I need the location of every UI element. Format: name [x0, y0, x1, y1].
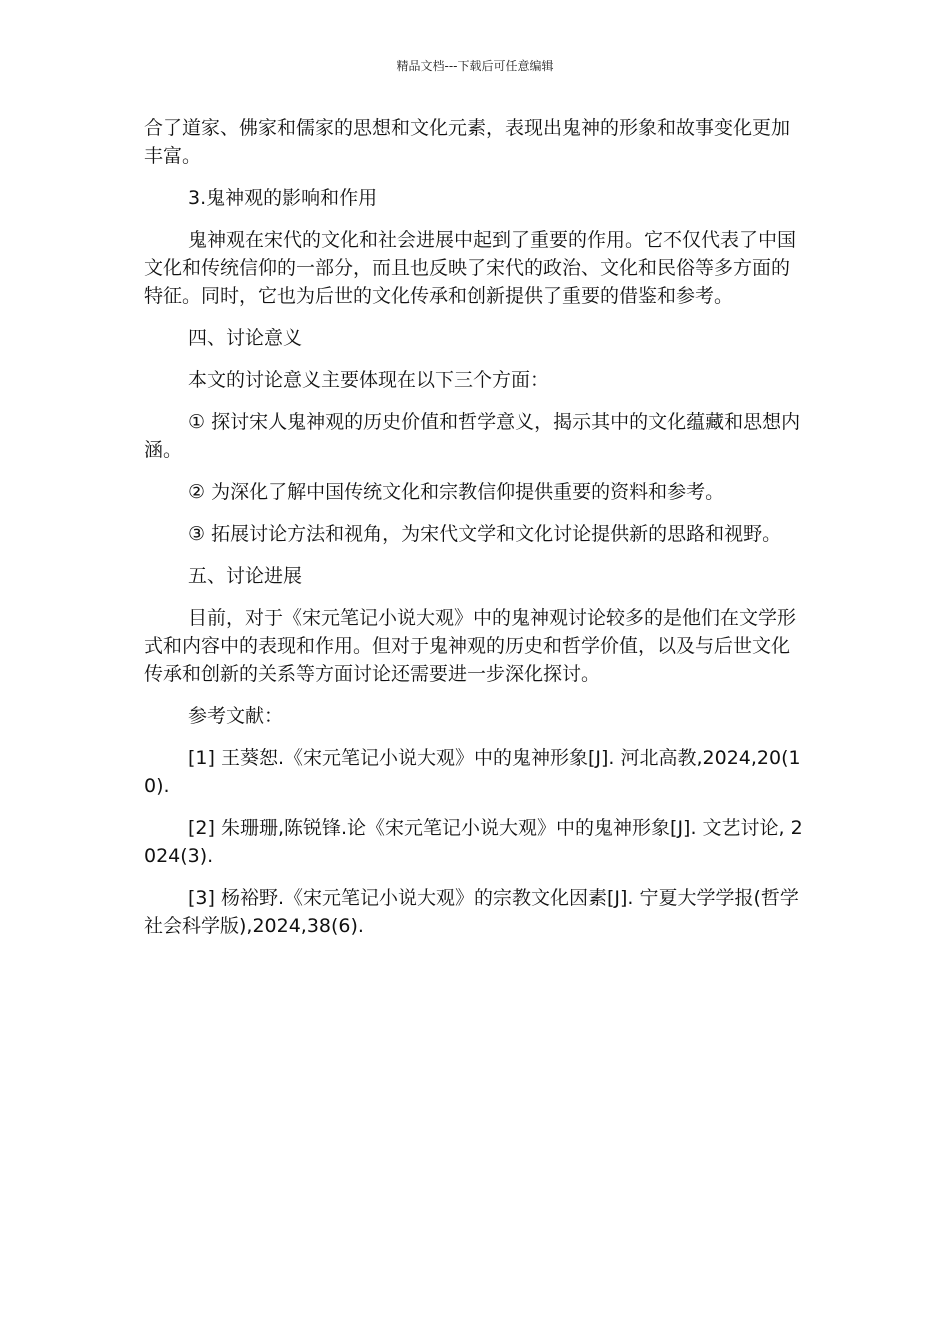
section-heading-significance: 四、讨论意义: [188, 327, 303, 349]
paragraph-continuation: 合了道家、佛家和儒家的思想和文化元素，表现出鬼神的形象和故事变化更加丰富。: [144, 117, 791, 167]
paragraph-influence: 鬼神观在宋代的文化和社会进展中起到了重要的作用。它不仅代表了中国文化和传统信仰的一部分，而且也反映了宋代的政治、文化和民俗等多方面的特征。同时，它也为后世的文化传承和创新提供了重要的借鉴和参考。: [144, 229, 797, 307]
references-heading: 参考文献：: [188, 705, 284, 727]
page-header: 精品文档---下载后可任意编辑: [396, 59, 554, 73]
section-heading-progress: 五、讨论进展: [188, 565, 303, 587]
document-body: [144, 114, 808, 954]
list-item-3: ③ 拓展讨论方法和视角，为宋代文学和文化讨论提供新的思路和视野。: [188, 523, 782, 545]
paragraph-significance-intro: 本文的讨论意义主要体现在以下三个方面：: [188, 369, 550, 391]
reference-item-2: [2] 朱珊珊,陈锐锋.论《宋元笔记小说大观》中的鬼神形象[J]. 文艺讨论, 2024(3).: [144, 817, 803, 867]
list-item-2: ② 为深化了解中国传统文化和宗教信仰提供重要的资料和参考。: [188, 481, 725, 503]
paragraph-progress: 目前，对于《宋元笔记小说大观》中的鬼神观讨论较多的是他们在文学形式和内容中的表现和作用。但对于鬼神观的历史和哲学价值，以及与后世文化传承和创新的关系等方面讨论还需要进一步深化探讨。: [144, 607, 797, 685]
reference-item-1: [1] 王葵恕.《宋元笔记小说大观》中的鬼神形象[J]. 河北高教,2024,20(10).: [144, 747, 801, 797]
list-item-1: ① 探讨宋人鬼神观的历史价值和哲学意义，揭示其中的文化蕴藏和思想内涵。: [144, 411, 801, 461]
section-heading-3: 3.鬼神观的影响和作用: [188, 187, 378, 209]
reference-item-3: [3] 杨裕野.《宋元笔记小说大观》的宗教文化因素[J]. 宁夏大学学报(哲学社会科学版),2024,38(6).: [144, 887, 799, 937]
